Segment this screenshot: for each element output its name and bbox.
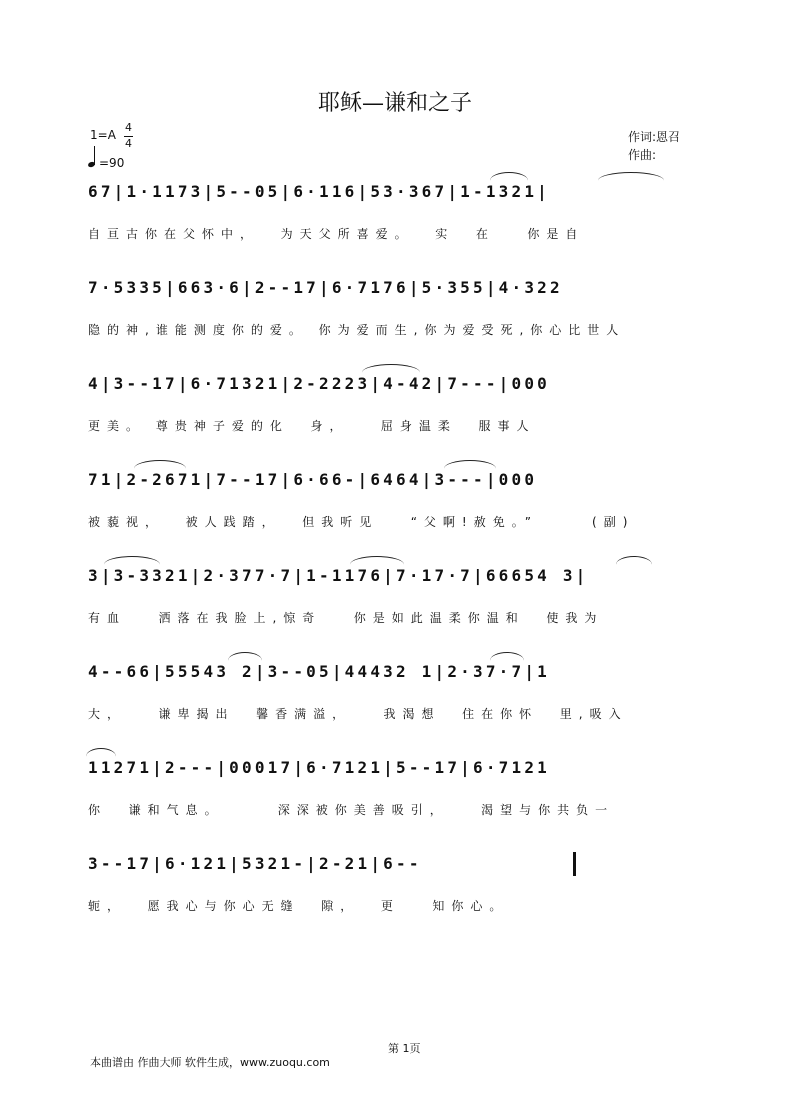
- notation-line: 7·5335|663·6|2--17|6·7176|5·355|4·322: [88, 278, 563, 297]
- time-signature-top: 4: [125, 121, 132, 134]
- tie-arc: [444, 460, 496, 477]
- tie-arc: [616, 556, 652, 573]
- tie-arc: [362, 364, 420, 381]
- footer-credit: 本曲谱由 作曲大师 软件生成，www.zuoqu.com: [90, 1056, 330, 1069]
- lyrics-line: 被藐视， 被人践踏， 但我听见 “父啊!赦免。” (副): [88, 515, 635, 529]
- lyrics-line: 你 谦和气息。 深深被你美善吸引， 渴望与你共负一: [88, 803, 615, 817]
- tie-arc: [86, 748, 116, 765]
- tie-arc: [490, 652, 524, 669]
- tie-arc: [490, 172, 528, 189]
- lyricist-credit: 作词:恩召: [628, 130, 681, 144]
- notation-line: 4--66|55543 2|3--05|44432 1|2·37·7|1: [88, 662, 550, 681]
- notation-line: 67|1·1173|5--05|6·116|53·367|1-1321|: [88, 182, 550, 201]
- tie-arc: [350, 556, 404, 573]
- tempo-marking: =90: [99, 156, 125, 170]
- lyrics-line: 大， 谦卑揭出 馨香满溢， 我渴想 住在你怀 里,吸入: [88, 707, 628, 721]
- composer-credit: 作曲:: [628, 148, 657, 162]
- tie-arc: [134, 460, 186, 477]
- score-title: 耶稣—谦和之子: [317, 91, 472, 116]
- notation-line: 71|2-2671|7--17|6·66-|6464|3---|000: [88, 470, 538, 489]
- tie-arc: [104, 556, 160, 573]
- notation-line: 4|3--17|6·71321|2-2223|4-42|7---|000: [88, 374, 550, 393]
- lyrics-line: 有血 洒落在我脸上,惊奇 你是如此温柔你温和 使我为: [88, 611, 604, 625]
- notation-line: 11271|2---|00017|6·7121|5--17|6·7121: [88, 758, 550, 777]
- quarter-note-stem: [94, 146, 95, 165]
- lyrics-line: 隐的神,谁能测度你的爱。 你为爱而生,你为爱受死,你心比世人: [88, 323, 626, 337]
- lyrics-line: 轭， 愿我心与你心无缝 隙， 更 知你心。: [88, 899, 509, 913]
- tie-arc: [228, 652, 262, 669]
- lyrics-line: 自亘古你在父怀中， 为天父所喜爱。 实 在 你是自: [88, 227, 585, 241]
- time-signature-bottom: 4: [125, 137, 132, 150]
- lyrics-line: 更美。 尊贵神子爱的化 身， 屈身温柔 服事人: [88, 419, 536, 433]
- notation-line: 3|3-3321|2·377·7|1-1176|7·17·7|66654 3|: [88, 566, 589, 585]
- final-barline: [573, 852, 576, 876]
- tie-arc: [598, 172, 664, 189]
- page-number: 第 1页: [388, 1042, 421, 1055]
- key-signature: 1=A: [90, 128, 116, 142]
- notation-line: 3--17|6·121|5321-|2-21|6--: [88, 854, 422, 873]
